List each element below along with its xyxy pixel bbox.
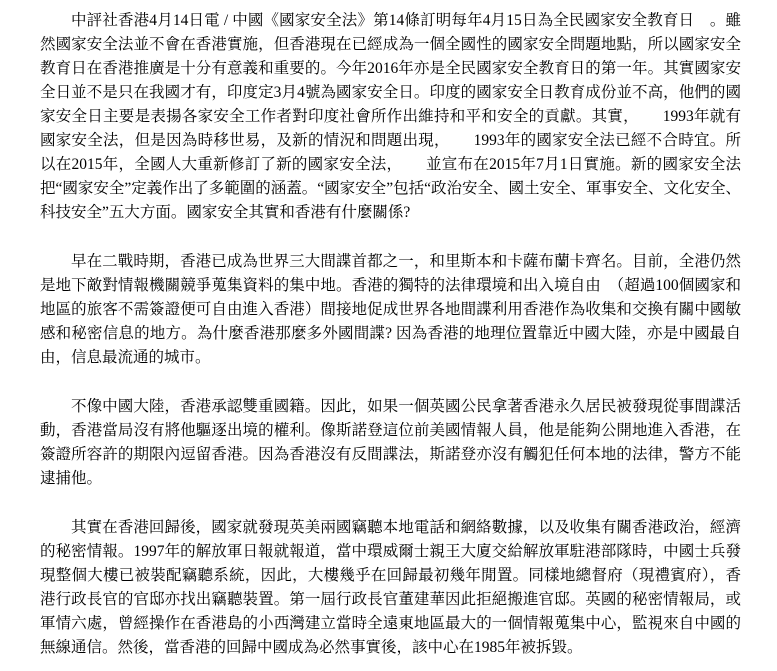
paragraph-eavesdropping-after-handover: 其實在香港回歸後，國家就發現英美兩國竊聽本地電話和網絡數據，以及收集有關香港政治，經濟的秘密情報。1997年的解放軍日報就報道，當中環威爾士親王大廈交給解放軍駐港部隊時，中國士兵發現整個大樓已被裝配竊聽系統，因此，大樓幾乎在回歸最初幾年閒置。同樣地總督府（現禮賓府），香港行政長官的官邸亦找出竊聽裝置。第一屆行政長官董建華因此拒絕搬進官邸。英國的秘密情報局，或軍情六處，曾經操作在香港島的小西灣建立當時全遠東地區最大的一個情報蒐集中心，監視來自中國的無線通信。然後，當香港的回歸中國成為必然事實後，該中心在1985年被拆毀。 [40,519,741,656]
paragraph-spy-capital: 早在二戰時期，香港已成為世界三大間諜首都之一，和里斯本和卡薩布蘭卡齊名。目前，全港仍然是地下敵對情報機關競爭蒐集資料的集中地。香港的獨特的法律環境和出入境自由 （超過100個國家和地區的旅客不需簽證便可自由進入香港）間接地促成世界各地間諜利用香港作為收集和交換有關中國敏感和秘密信息的地方。為什麼香港那麼多外國間諜? 因為香港的地理位置靠近中國大陸，亦是中國最自由，信息最流通的城市。 [40,253,741,366]
paragraph-dual-nationality-snowden: 不像中國大陸，香港承認雙重國籍。因此，如果一個英國公民拿著香港永久居民被發現從事間諜活動，香港當局沒有將他驅逐出境的權利。像斯諾登這位前美國情報人員，他是能夠公開地進入香港，在簽證所容許的期限內逗留香港。因為香港沒有反間諜法，斯諾登亦沒有觸犯任何本地的法律，警方不能逮捕他。 [40,398,741,487]
paragraph-national-security-day: 中評社香港4月14日電 / 中國《國家安全法》第14條訂明每年4月15日為全民國家安全教育日 。雖然國家安全法並不會在香港實施，但香港現在已經成為一個全國性的國家安全問題地點，所以國家安全教育日在香港推廣是十分有意義和重要的。今年2016年亦是全民國家安全教育日的第一年。其實國家安全日並不是只在我國才有，印度定3月4號為國家安全日。印度的國家安全日教育成份並不高，他們的國家安全日主要是表揚各家安全工作者對印度社會所作出維持和平和安全的貢獻。其實， 1993年就有國家安全法，但是因為時移世易，及新的情況和問題出現， 1993年的國家安全法已經不合時宜。所以在2015年，全國人大重新修訂了新的國家安全法， 並宣布在2015年7月1日實施。新的國家安全法把“國家安全”定義作出了多範圍的涵蓋。“國家安全”包括“政治安全、國土安全、軍事安全、文化安全、科技安全”五大方面。國家安全其實和香港有什麼關係? [40,12,741,221]
